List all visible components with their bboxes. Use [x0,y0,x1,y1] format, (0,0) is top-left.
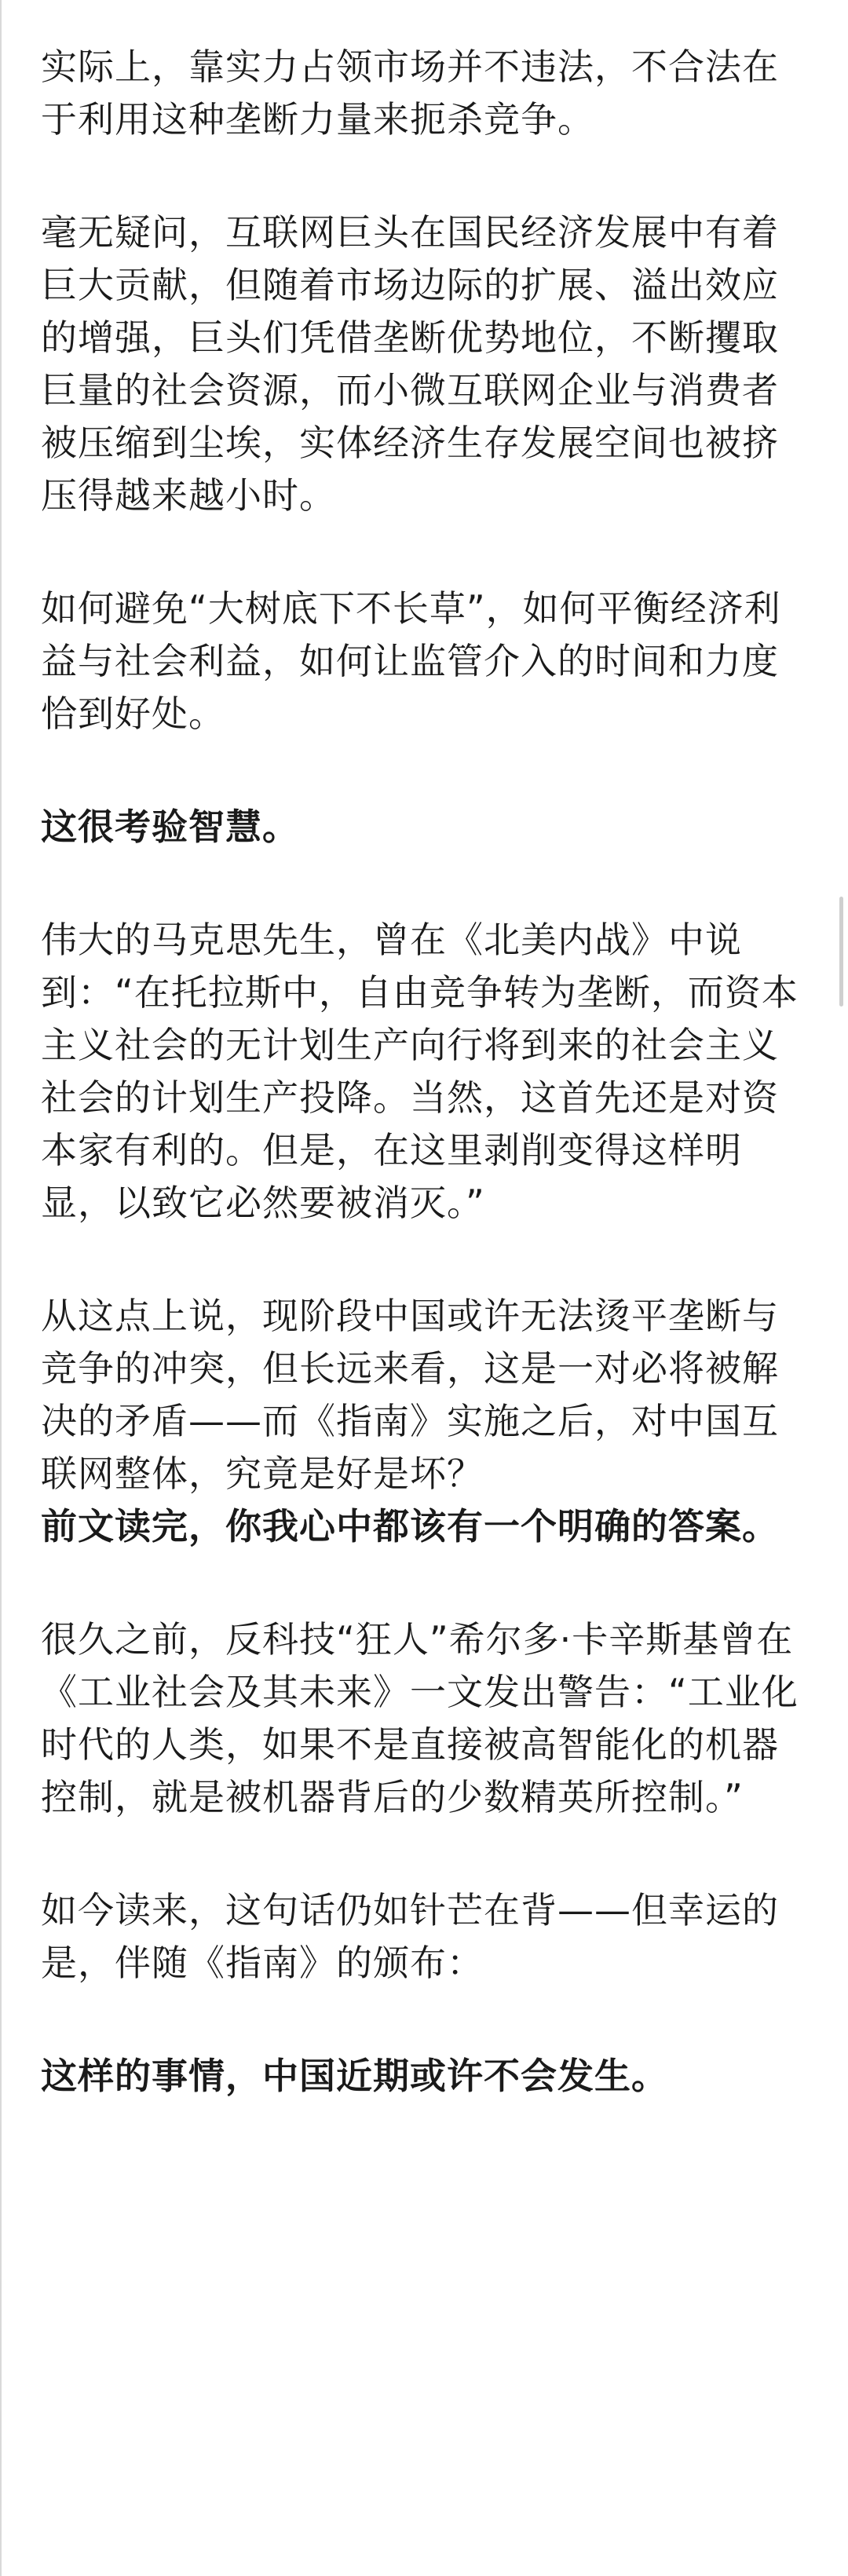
paragraph-internet-giants: 毫无疑问，互联网巨头在国民经济发展中有着巨大贡献，但随着市场边际的扩展、溢出效应的增强，巨头们凭借垄断优势地位，不断攫取巨量的社会资源，而小微互联网企业与消费者被压缩到尘埃，实体经济生存发展空间也被挤压得越来越小时。 [41,211,779,517]
paragraph-monopoly-conflict: 从这点上说，现阶段中国或许无法烫平垄断与竞争的冲突，但长远来看，这是一对必将被解决的矛盾——而《指南》实施之后，对中国互联网整体，究竟是好是坏？ [41,1295,779,1495]
left-border-rule [0,0,2,2576]
paragraph-closing-emphasis: 这样的事情，中国近期或许不会发生。 [41,2055,668,2097]
paragraph-answer-emphasis: 前文读完，你我心中都该有一个明确的答案。 [41,1505,779,1547]
paragraph-market-legality: 实际上，靠实力占领市场并不违法，不合法在于利用这种垄断力量来扼杀竞争。 [41,46,779,141]
scroll-indicator[interactable] [839,897,843,1007]
paragraph-balance-interests: 如何避免“大树底下不长草”，如何平衡经济利益与社会利益，如何让监管介入的时间和力度恰到好处。 [41,587,781,735]
paragraph-guidelines-release: 如今读来，这句话仍如针芒在背——但幸运的是，伴随《指南》的颁布： [41,1889,779,1984]
article-body [41,41,807,2103]
paragraph-wisdom-emphasis: 这很考验智慧。 [41,806,299,848]
paragraph-kaczynski-quote: 很久之前，反科技“狂人”希尔多·卡辛斯基曾在《工业社会及其未来》一文发出警告：“工业化时代的人类，如果不是直接被高智能化的机器控制，就是被机器背后的少数精英所控制。” [41,1618,799,1818]
paragraph-marx-quote: 伟大的马克思先生，曾在《北美内战》中说到：“在托拉斯中，自由竞争转为垄断，而资本主义社会的无计划生产向行将到来的社会主义社会的计划生产投降。当然，这首先还是对资本家有利的。但是，在这里剥削变得这样明显，以致它必然要被消灭。” [41,919,799,1224]
